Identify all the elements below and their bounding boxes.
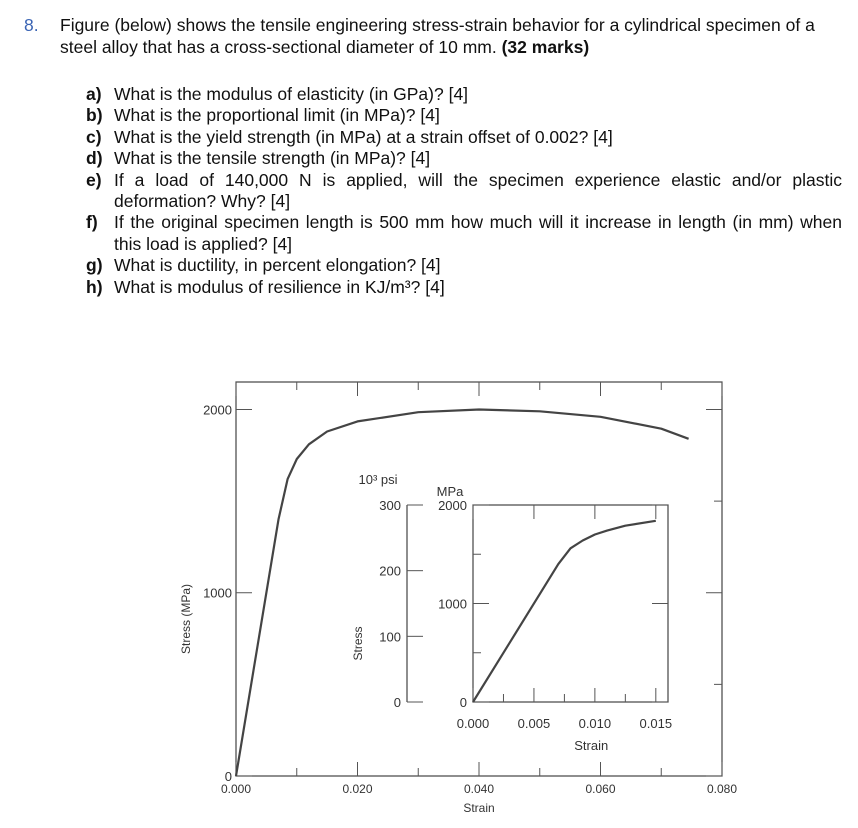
inset-mpa-unit-label: MPa (436, 484, 464, 499)
inset-x-tick-label: 0.000 (456, 716, 490, 731)
main-x-axis-label: Strain (463, 801, 495, 815)
question-part-text: What is the tensile strength (in MPa)? [4] (114, 148, 431, 169)
inset-x-tick-label: 0.015 (639, 716, 673, 731)
inset-x-tick-label: 0.010 (578, 716, 612, 731)
inset-plot-frame (473, 505, 668, 702)
inset-y-axis-label: Stress (351, 626, 365, 661)
main-y-tick-label: 0 (224, 769, 232, 784)
question-part-text: If a load of 140,000 N is applied, will the specimen experience elastic and/or plastic deformation? Why? [4] (114, 169, 842, 212)
question-part-label: h) (86, 276, 103, 297)
question-part-text: What is the proportional limit (in MPa)? [4] (114, 105, 440, 126)
main-y-axis-label: Stress (MPa) (179, 583, 193, 655)
question-part-label: f) (86, 212, 98, 233)
inset-psi-tick-label: 300 (379, 498, 401, 513)
inset-psi-tick-label: 0 (393, 695, 401, 710)
main-y-tick-label: 2000 (203, 402, 232, 418)
question-part-label: b) (86, 105, 103, 126)
inset-mpa-tick-label: 1000 (438, 596, 467, 612)
inset-x-axis-label: Strain (574, 738, 609, 753)
main-x-tick-label: 0.080 (706, 782, 738, 796)
inset-chart (351, 472, 672, 753)
question-part-text: What is modulus of resilience in KJ/m³? [4] (114, 276, 445, 297)
inset-psi-unit-label: 10³ psi (358, 472, 398, 487)
inset-mpa-tick-label: 2000 (438, 498, 467, 513)
question-part-label: g) (86, 255, 103, 276)
inset-psi-tick-label: 100 (379, 629, 401, 645)
inset-psi-tick-label: 200 (379, 563, 401, 579)
main-x-tick-label: 0.000 (220, 782, 252, 796)
question-lead-text: Figure (below) shows the tensile engineering stress-strain behavior for a cylindrical specimen of a steel alloy that has a cross-sectional diameter of 10 mm. (60, 15, 815, 57)
question-marks: (32 marks) (501, 37, 590, 57)
question-part-label: c) (86, 126, 102, 147)
question-part-label: a) (86, 84, 102, 104)
question-part-text: What is ductility, in percent elongation? [4] (114, 255, 441, 276)
question-part-text: If the original specimen length is 500 mm how much will it increase in length (in mm) when this load is applied? [4] (114, 212, 842, 254)
question-part-label: d) (86, 148, 103, 169)
main-x-tick-label: 0.020 (342, 782, 373, 796)
main-x-tick-label: 0.040 (463, 782, 495, 796)
question-number: 8. (24, 15, 39, 35)
main-x-tick-label: 0.060 (585, 782, 616, 796)
inset-x-tick-label: 0.005 (517, 716, 551, 731)
question-part-label: e) (86, 169, 102, 190)
question-part-text: What is the yield strength (in MPa) at a strain offset of 0.002? [4] (114, 126, 613, 147)
question-part-text: What is the modulus of elasticity (in GPa)? [4] (114, 84, 469, 104)
main-y-tick-label: 1000 (203, 585, 232, 601)
inset-mpa-tick-label: 0 (459, 695, 467, 710)
